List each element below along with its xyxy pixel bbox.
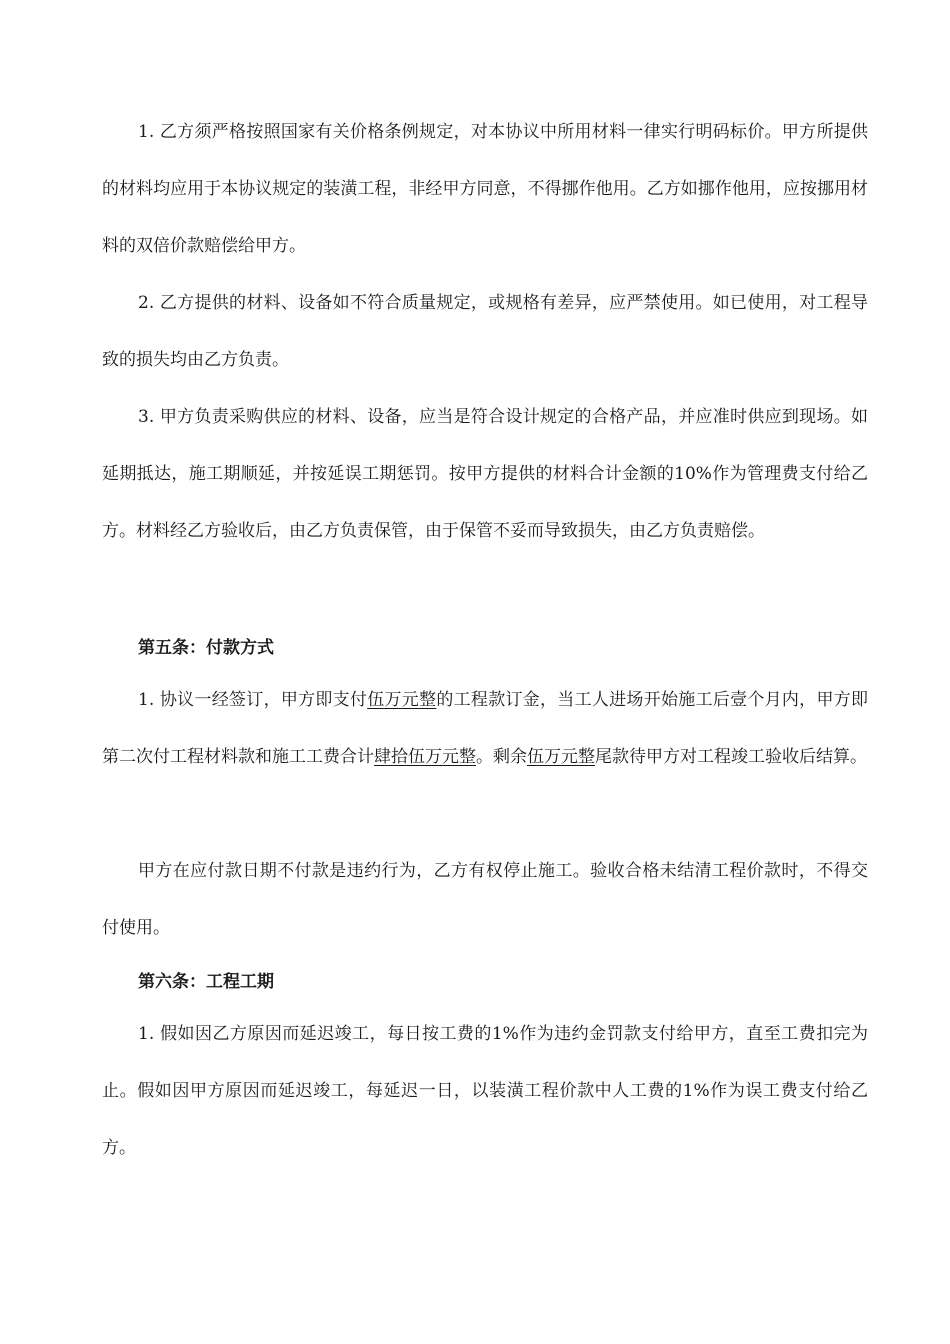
clause-4-item-1: 1. 乙方须严格按照国家有关价格条例规定，对本协议中所用材料一律实行明码标价。甲方所提供的材料均应用于本协议规定的装潢工程，非经甲方同意，不得挪作他用。乙方如挪作他用，应按挪用材料的双倍价款赔偿给甲方。: [102, 122, 868, 256]
clause-5-para-2: 甲方在应付款日期不付款是违约行为，乙方有权停止施工。验收合格未结清工程价款时，不得交付使用。: [102, 861, 868, 938]
clause-5-item-1-text-d: 尾款待甲方对工程竣工验收后结算。: [595, 747, 867, 767]
section-5-heading: 第五条：付款方式: [138, 638, 274, 658]
clause-5-item-1-text-a: 1. 协议一经签订，甲方即支付: [138, 690, 368, 710]
deposit-amount: 伍万元整: [367, 690, 437, 710]
final-payment-amount: 伍万元整: [527, 747, 595, 767]
clause-4-item-2: 2. 乙方提供的材料、设备如不符合质量规定，或规格有差异，应严禁使用。如已使用，对工程导致的损失均由乙方负责。: [102, 293, 868, 370]
clause-5-item-1-text-c: 。剩余: [476, 747, 527, 767]
second-payment-amount: 肆拾伍万元整: [374, 747, 476, 767]
clause-4-item-3: 3. 甲方负责采购供应的材料、设备，应当是符合设计规定的合格产品，并应准时供应到现场。如延期抵达，施工期顺延，并按延误工期惩罚。按甲方提供的材料合计金额的10%作为管理费支付给乙方。材料经乙方验收后，由乙方负责保管，由于保管不妥而导致损失，由乙方负责赔偿。: [102, 407, 868, 541]
clause-5-item-1-text-b: 的工程款订金，当工人进场开始施工后壹个月内，甲方即第二次付工程材料款和施工工费合计: [102, 690, 869, 767]
clause-6-item-1: 1. 假如因乙方原因而延迟竣工，每日按工费的1%作为违约金罚款支付给甲方，直至工费扣完为止。假如因甲方原因而延迟竣工，每延迟一日，以装潢工程价款中人工费的1%作为误工费支付给乙方。: [102, 1024, 868, 1158]
section-6-heading: 第六条：工程工期: [138, 972, 274, 992]
clause-5-item-1: [102, 672, 868, 786]
